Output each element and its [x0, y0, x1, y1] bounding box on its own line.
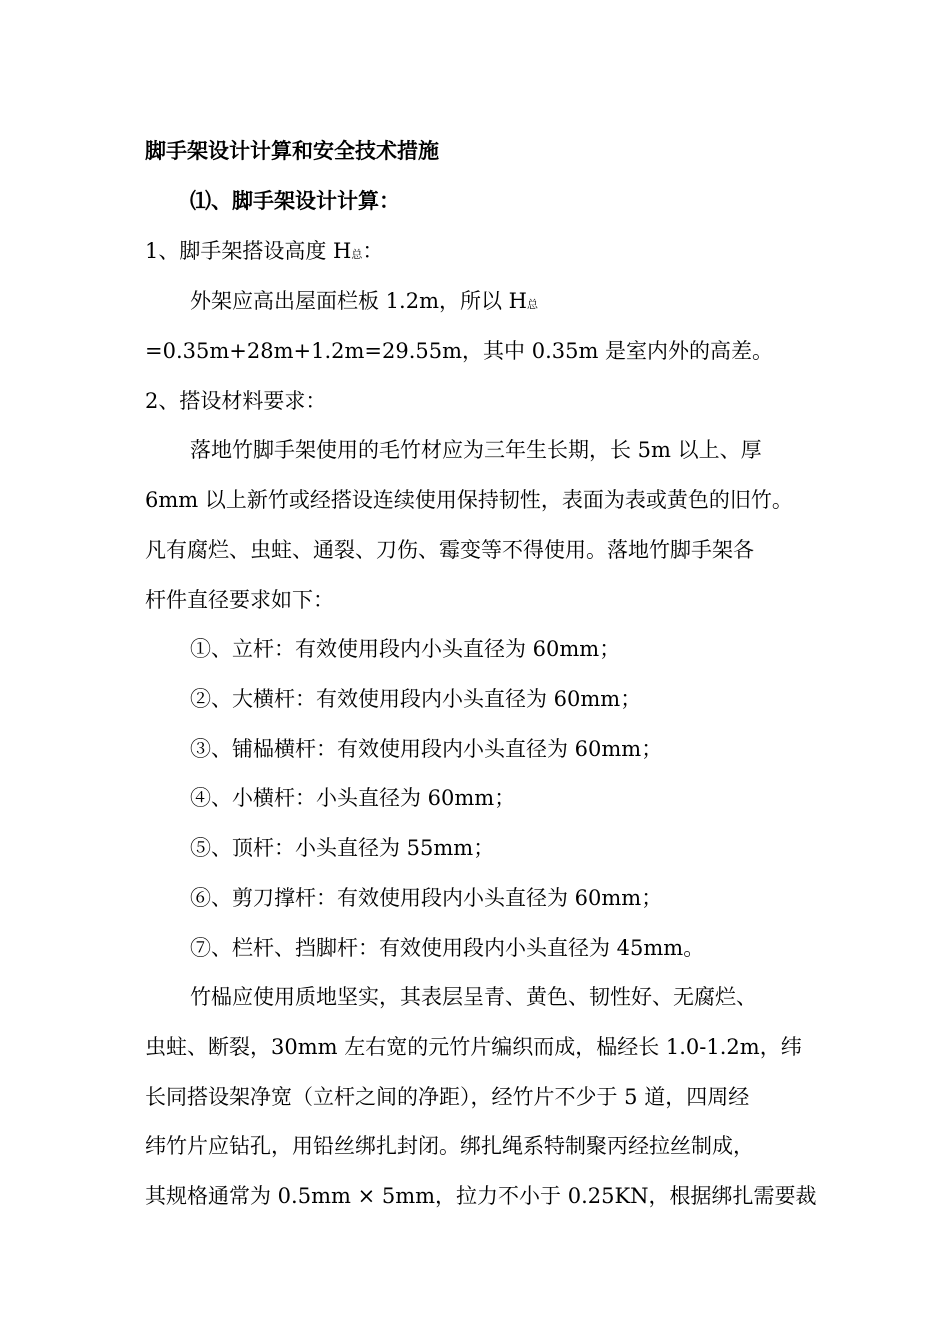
item-1-subscript: 总 — [351, 248, 363, 261]
requirement-item: ⑤、顶杆：小头直径为 55mm； — [190, 836, 495, 860]
requirement-item: ③、铺榀横杆：有效使用段内小头直径为 60mm； — [190, 737, 663, 761]
section-heading: ⑴、脚手架设计计算： — [190, 188, 400, 213]
paragraph-3-line: 竹榀应使用质地坚实，其表层呈青、黄色、韧性好、无腐烂、 — [190, 985, 757, 1009]
requirement-item: ①、立杆：有效使用段内小头直径为 60mm； — [190, 637, 621, 661]
paragraph-1-subscript: 总 — [526, 298, 538, 311]
paragraph-1-line-2: =0.35m+28m+1.2m=29.55m，其中 0.35m 是室内外的高差。 — [145, 339, 774, 363]
paragraph-2-line: 落地竹脚手架使用的毛竹材应为三年生长期，长 5m 以上、厚 — [190, 438, 762, 462]
item-1-suffix: ： — [362, 239, 384, 263]
paragraph-2-line: 6mm 以上新竹或经搭设连续使用保持韧性，表面为表或黄色的旧竹。 — [145, 488, 793, 512]
paragraph-2-line: 杆件直径要求如下： — [145, 588, 334, 612]
paragraph-1-line-1 — [190, 286, 538, 320]
document-title: 脚手架设计计算和安全技术措施 — [145, 138, 439, 163]
paragraph-3-line: 虫蛀、断裂，30mm 左右宽的元竹片编织而成，榀经长 1.0-1.2m，纬 — [145, 1035, 802, 1059]
requirement-item: ⑦、栏杆、挡脚杆：有效使用段内小头直径为 45mm。 — [190, 936, 705, 960]
requirement-item: ⑥、剪刀撑杆：有效使用段内小头直径为 60mm； — [190, 886, 663, 910]
item-2-heading: 2、搭设材料要求： — [145, 389, 327, 413]
requirement-item: ②、大横杆：有效使用段内小头直径为 60mm； — [190, 687, 642, 711]
paragraph-3-line: 纬竹片应钻孔，用铅丝绑扎封闭。绑扎绳系特制聚丙经拉丝制成， — [145, 1134, 754, 1158]
paragraph-3-line: 其规格通常为 0.5mm × 5mm，拉力不小于 0.25KN，根据绑扎需要裁 — [145, 1184, 817, 1208]
item-1-text: 1、脚手架搭设高度 H — [145, 239, 352, 263]
paragraph-2-line: 凡有腐烂、虫蛀、通裂、刀伤、霉变等不得使用。落地竹脚手架各 — [145, 538, 754, 562]
item-1-heading — [145, 236, 383, 270]
paragraph-3-line: 长同搭设架净宽（立杆之间的净距），经竹片不少于 5 道，四周经 — [145, 1085, 750, 1109]
requirement-item: ④、小横杆：小头直径为 60mm； — [190, 786, 516, 810]
paragraph-1-text: 外架应高出屋面栏板 1.2m，所以 H — [190, 289, 527, 313]
